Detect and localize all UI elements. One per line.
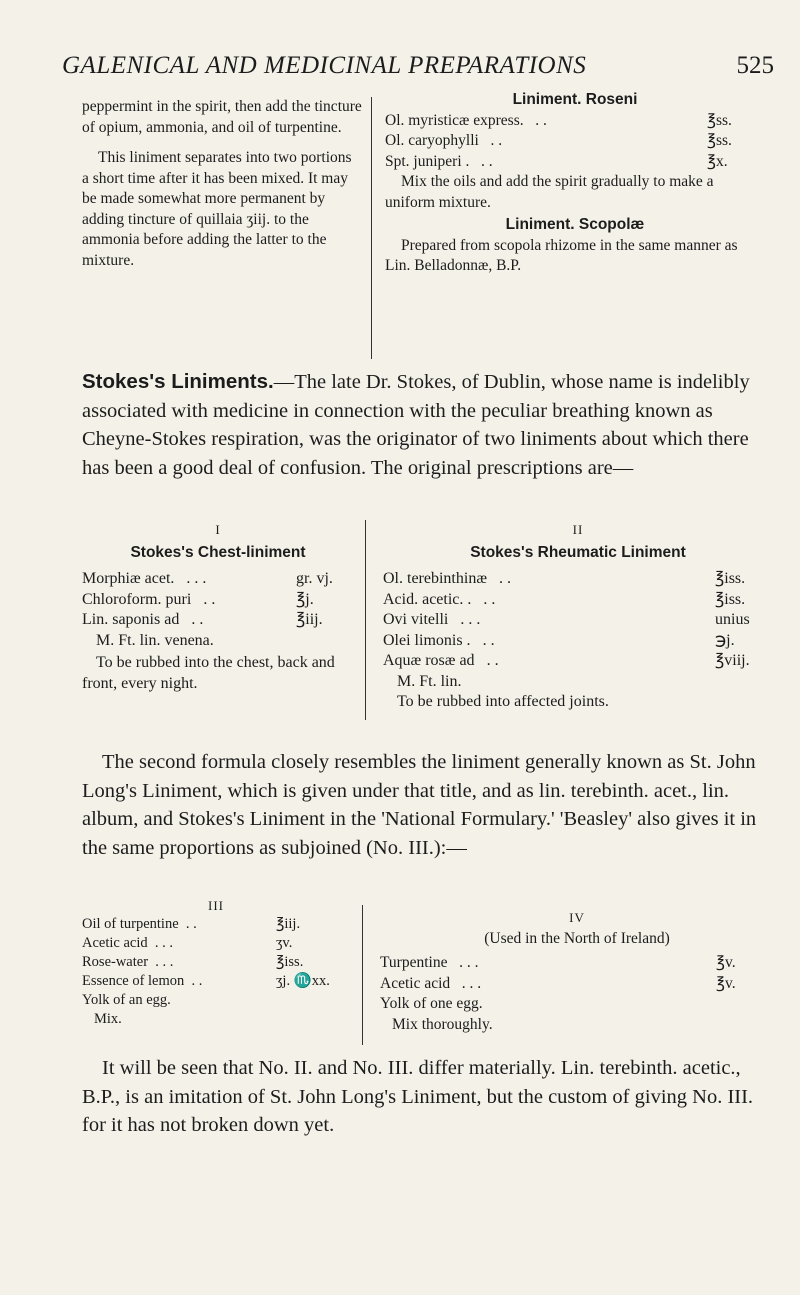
formula-numeral: IV	[569, 910, 585, 925]
ingredient-row: Oil of turpentine . . ℥iij.	[82, 916, 301, 932]
mix-instruction: Mix.	[94, 1011, 122, 1027]
ingredient-row: Acetic acid . . . ℥v.	[380, 974, 736, 992]
ingredient-row: Aquæ rosæ ad . . ℥viij.	[383, 652, 750, 669]
paragraph-lead: Stokes's Liniments.	[82, 370, 274, 393]
mix-instruction: M. Ft. lin. venena.	[96, 631, 214, 649]
ingredient-row: Turpentine . . . ℥v.	[380, 954, 736, 971]
stokes-paragraph: Stokes's Liniments.—The late Dr. Stokes, of Dublin, whose name is indelibly associated with medicine in connection with the peculiar breathing known as Cheyne-Stokes respiration, was the originator of two liniments about which there has been a good deal of confusion. The original prescriptions are—	[82, 370, 750, 479]
formula-four	[380, 908, 774, 1035]
ingredient-row: Lin. saponis ad . . ℥iij.	[82, 611, 323, 628]
ingredient-row: Ovi vitelli . . . unius	[383, 611, 750, 628]
ingredient-row: Yolk of an egg.	[82, 992, 171, 1008]
paragraph: It will be seen that No. II. and No. III. differ materially. Lin. terebinth. acetic., B.P., is an imitation of St. John Long's Liniment, but the custom of giving No. III. for it has not broken down yet.	[82, 1057, 754, 1136]
ingredient-row: Ol. terebinthinæ . . ℥iss.	[383, 570, 746, 587]
directions: To be rubbed into affected joints.	[397, 693, 609, 710]
paragraph: Prepared from scopola rhizome in the same manner as Lin. Belladonnæ, B.P.	[385, 236, 738, 274]
page-number: 525	[736, 52, 774, 79]
formula-numeral: III	[208, 898, 224, 913]
ingredient-row: Morphiæ acet. . . . gr. vj.	[82, 570, 333, 587]
formula-numeral: I	[215, 522, 221, 537]
section-heading: Liniment. Roseni	[512, 91, 638, 108]
left-column	[82, 97, 362, 281]
directions: To be rubbed into the chest, back and front, every night.	[82, 654, 335, 692]
ingredient-row: Spt. juniperi . . . ℥x.	[385, 152, 728, 170]
running-title: GALENICAL AND MEDICINAL PREPARATIONS	[62, 52, 587, 79]
ingredient-list	[385, 111, 765, 173]
formula-three	[82, 896, 350, 1029]
formula-one	[82, 520, 354, 694]
formula-subtitle: (Used in the North of Ireland)	[484, 929, 670, 947]
running-header	[62, 52, 774, 88]
section-heading: Liniment. Scopolæ	[505, 216, 645, 233]
column-divider	[365, 520, 366, 720]
formula-two	[383, 520, 773, 713]
ingredient-row: Ol. myristicæ express. . . ℥ss.	[385, 111, 732, 129]
paragraph: peppermint in the spirit, then add the tincture of opium, ammonia, and oil of turpentine.	[82, 98, 362, 136]
paragraph: The second formula closely resembles the liniment generally known as St. John Long's Liniment, which is given under that title, and as lin. terebinth. acet., lin. album, and Stokes's Liniment in the 'National Formulary.' 'Beasley' also gives it in the same proportions as subjoined (No. III.):—	[82, 751, 757, 859]
paragraph: This liniment separates into two portions a short time after it has been mixed. It may be made somewhat more permanent by adding tincture of quillaia ʒiij. to the ammonia before adding the latter to the mixture.	[82, 149, 352, 269]
right-column	[385, 90, 765, 277]
ingredient-row: Acid. acetic. . . . ℥iss.	[383, 590, 746, 608]
ingredient-row: Essence of lemon . . ʒj. ♏xx.	[82, 973, 330, 989]
ingredient-row: Yolk of one egg.	[380, 995, 483, 1012]
paragraph: Mix the oils and add the spirit gradually to make a uniform mixture.	[385, 173, 714, 211]
formula-numeral: II	[572, 522, 584, 537]
column-divider	[362, 905, 363, 1045]
formula-title: Stokes's Rheumatic Liniment	[470, 543, 686, 561]
ingredient-row: Olei limonis . . . ℈j.	[383, 631, 735, 649]
ingredient-row: Acetic acid . . . ʒv.	[82, 935, 293, 951]
column-divider	[371, 97, 372, 359]
ingredient-row: Chloroform. puri . . ℥j.	[82, 590, 314, 608]
ingredient-row: Ol. caryophylli . . ℥ss.	[385, 132, 732, 149]
mix-instruction: M. Ft. lin.	[397, 672, 462, 690]
ingredient-row: Rose-water . . . ℥iss.	[82, 954, 304, 970]
formula-title: Stokes's Chest-liniment	[130, 543, 306, 561]
mix-instruction: Mix thoroughly.	[392, 1015, 493, 1033]
